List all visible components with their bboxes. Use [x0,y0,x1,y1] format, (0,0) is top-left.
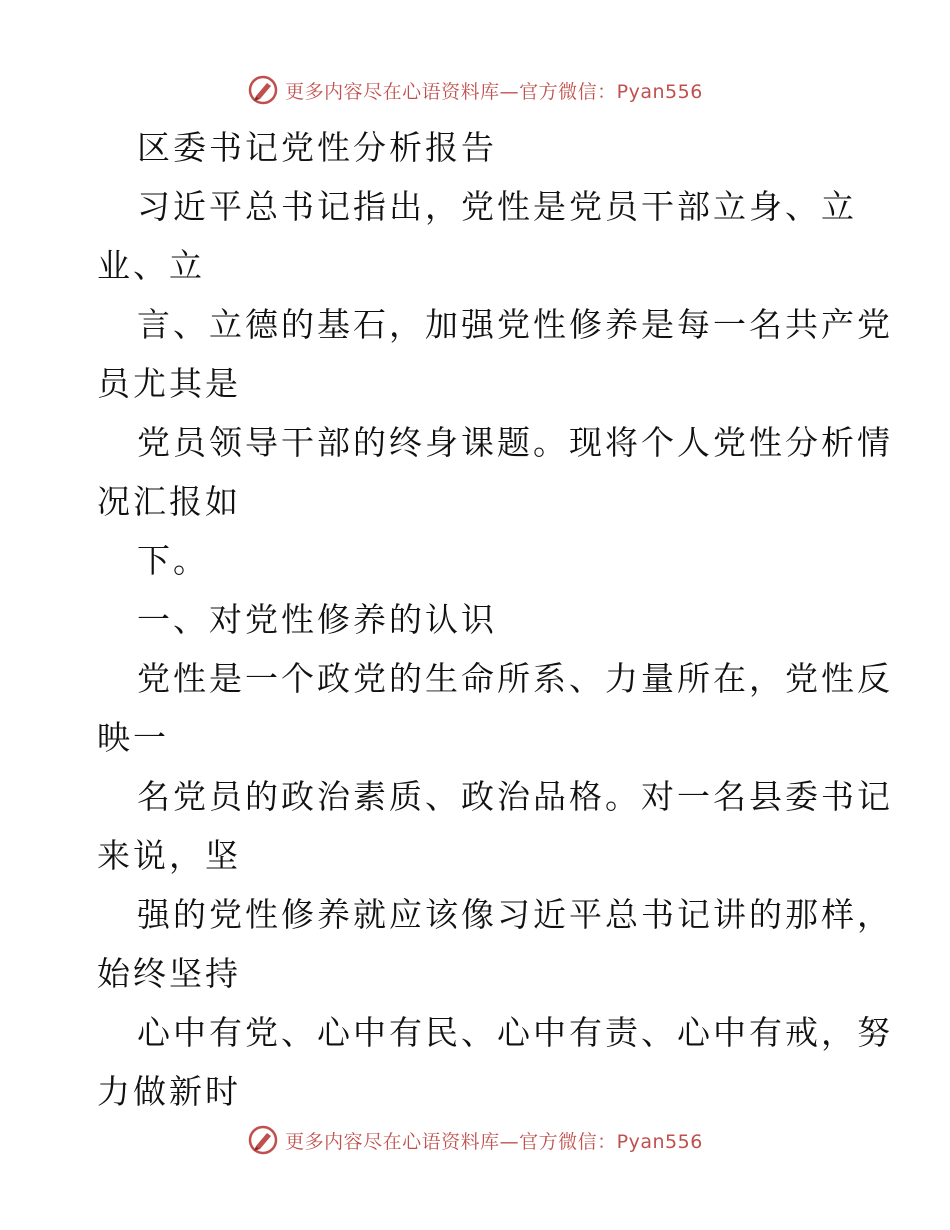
watermark-text: 更多内容尽在心语资料库—官方微信：Pyan556 [285,80,703,103]
paragraph-line: 习近平总书记指出，党性是党员干部立身、立 [137,187,857,226]
paragraph-line: 下。 [137,541,209,580]
paragraph-line: 来说，坚 [97,836,241,875]
pen-seal-logo-icon [247,1124,279,1156]
document-body [97,118,893,1121]
paragraph-line: 党性是一个政党的生命所系、力量所在，党性反 [137,659,893,698]
paragraph-line: 言、立德的基石，加强党性修养是每一名共产党 [137,305,893,344]
paragraph-line: 业、立 [97,246,205,285]
paragraph-line: 映一 [97,718,169,757]
paragraph-line: 员尤其是 [97,364,241,403]
watermark-text: 更多内容尽在心语资料库—官方微信：Pyan556 [285,1130,703,1153]
pen-seal-logo-icon [247,74,279,106]
paragraph-line: 始终坚持 [97,954,241,993]
paragraph-line: 强的党性修养就应该像习近平总书记讲的那样， [137,895,893,934]
footer-watermark [0,1120,950,1160]
section-heading: 一、对党性修养的认识 [137,600,497,639]
paragraph-line: 力做新时 [97,1072,241,1111]
paragraph-line: 党员领导干部的终身课题。现将个人党性分析情 [137,423,893,462]
document-title: 区委书记党性分析报告 [137,128,497,167]
paragraph-line: 名党员的政治素质、政治品格。对一名县委书记 [137,777,893,816]
header-watermark [0,70,950,110]
paragraph-line: 心中有党、心中有民、心中有责、心中有戒，努 [137,1013,893,1052]
paragraph-line: 况汇报如 [97,482,241,521]
